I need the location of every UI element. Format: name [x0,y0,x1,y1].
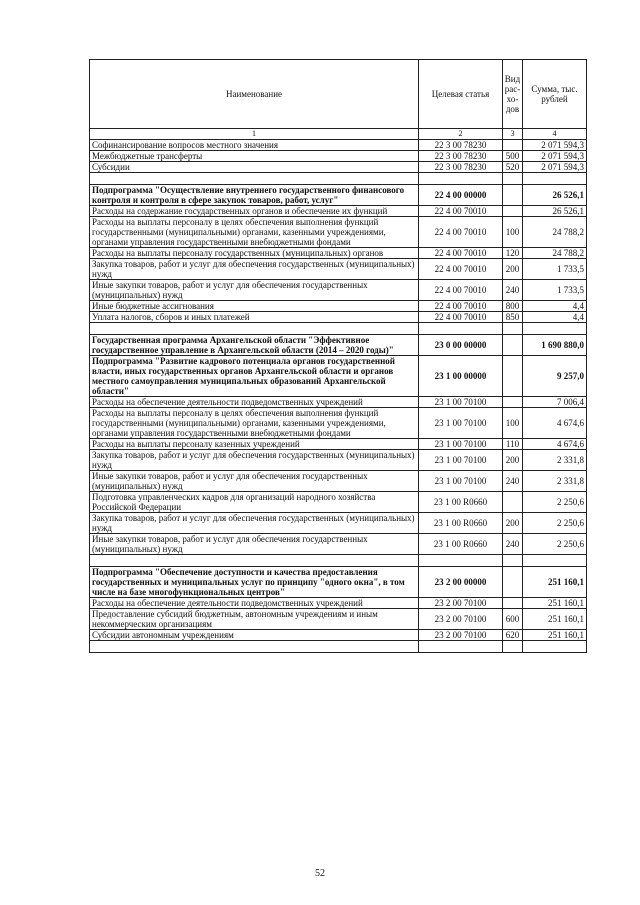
row-code: 22 4 00 70010 [419,312,503,323]
row-vr [503,185,523,206]
row-name: Расходы на выплаты персоналу в целях обеспечения выполнения функций государственными (муниципальными) органами, казенными учреждениями, органами управления государственными внебюджетными фондами [90,408,419,439]
row-name: Расходы на выплаты персоналу казенных учреждений [90,439,419,450]
row-sum: 2 071 594,3 [523,140,587,151]
table-row [90,598,587,609]
row-vr: 110 [503,439,523,450]
row-code [419,173,503,185]
row-code: 22 4 00 00000 [419,185,503,206]
row-name: Подготовка управленческих кадров для организаций народного хозяйства Российской Федерации [90,492,419,513]
table-row [90,259,587,280]
row-code: 23 1 00 70100 [419,450,503,471]
row-name: Иные закупки товаров, работ и услуг для обеспечения государственных (муниципальных) нужд [90,280,419,301]
table-row [90,217,587,248]
spacer-row [90,555,587,567]
row-vr [503,206,523,217]
row-name: Подпрограмма "Обеспечение доступности и качества предоставления государственных и муниципальных услуг по принципу "одного окна", в том числе на базе многофункциональных центров" [90,567,419,598]
table-row [90,450,587,471]
row-name: Подпрограмма "Осуществление внутреннего государственного финансового контроля и контроля в сфере закупок товаров, работ, услуг" [90,185,419,206]
row-vr [503,641,523,653]
row-code [419,555,503,567]
row-vr: 240 [503,534,523,555]
table-row [90,397,587,408]
row-code: 23 2 00 70100 [419,630,503,641]
table-row [90,408,587,439]
row-vr [503,140,523,151]
row-vr: 600 [503,609,523,630]
row-code: 23 0 00 00000 [419,335,503,356]
row-vr [503,335,523,356]
row-sum [523,173,587,185]
row-code [419,641,503,653]
table-row [90,609,587,630]
column-number-row [90,129,587,140]
row-vr [503,173,523,185]
row-sum: 4,4 [523,301,587,312]
col-number: 2 [419,129,503,140]
row-sum: 251 160,1 [523,630,587,641]
table-row [90,439,587,450]
row-name: Закупка товаров, работ и услуг для обеспечения государственных (муниципальных) нужд [90,513,419,534]
row-code: 22 4 00 70010 [419,259,503,280]
table-row [90,185,587,206]
spacer-row [90,641,587,653]
row-code: 23 1 00 00000 [419,356,503,397]
row-sum: 4 674,6 [523,408,587,439]
row-sum: 2 331,8 [523,450,587,471]
table-row [90,151,587,162]
row-vr: 200 [503,513,523,534]
row-sum: 251 160,1 [523,567,587,598]
row-vr: 100 [503,408,523,439]
row-code: 22 4 00 70010 [419,301,503,312]
row-code: 23 2 00 70100 [419,609,503,630]
table-row [90,471,587,492]
row-sum: 1 733,5 [523,280,587,301]
row-vr: 620 [503,630,523,641]
table-row [90,206,587,217]
row-code: 23 1 00 70100 [419,397,503,408]
row-name: Расходы на содержание государственных органов и обеспечение их функций [90,206,419,217]
row-sum: 251 160,1 [523,598,587,609]
row-vr [503,397,523,408]
row-sum: 1 733,5 [523,259,587,280]
col-number: 3 [503,129,523,140]
table-row [90,280,587,301]
row-sum: 251 160,1 [523,609,587,630]
row-vr: 240 [503,280,523,301]
row-vr: 200 [503,450,523,471]
row-sum [523,323,587,335]
header-sum: Сумма, тыс. рублей [523,60,587,129]
row-sum: 26 526,1 [523,206,587,217]
row-code: 23 2 00 70100 [419,598,503,609]
row-code: 23 1 00 R0660 [419,492,503,513]
row-sum [523,641,587,653]
row-sum: 2 250,6 [523,534,587,555]
row-name [90,641,419,653]
row-name [90,173,419,185]
row-vr [503,598,523,609]
row-name: Межбюджетные трансферты [90,151,419,162]
row-sum: 2 331,8 [523,471,587,492]
row-name [90,323,419,335]
row-name: Субсидии [90,162,419,173]
col-number: 1 [90,129,419,140]
table-row [90,567,587,598]
table-row [90,630,587,641]
row-name: Иные закупки товаров, работ и услуг для обеспечения государственных (муниципальных) нужд [90,534,419,555]
table-row [90,162,587,173]
row-sum: 4,4 [523,312,587,323]
row-sum: 2 071 594,3 [523,151,587,162]
table-row [90,140,587,151]
row-name: Иные бюджетные ассигнования [90,301,419,312]
budget-table [89,59,587,653]
row-sum: 24 788,2 [523,248,587,259]
row-sum [523,555,587,567]
header-vr: Вид рас-хо-дов [503,60,523,129]
row-code: 22 3 00 78230 [419,162,503,173]
row-code: 22 4 00 70010 [419,280,503,301]
row-vr [503,567,523,598]
row-name: Закупка товаров, работ и услуг для обеспечения государственных (муниципальных) нужд [90,450,419,471]
row-name: Иные закупки товаров, работ и услуг для обеспечения государственных (муниципальных) нужд [90,471,419,492]
table-row [90,513,587,534]
row-vr: 120 [503,248,523,259]
table-row [90,312,587,323]
row-name: Уплата налогов, сборов и иных платежей [90,312,419,323]
row-vr: 800 [503,301,523,312]
row-vr [503,323,523,335]
spacer-row [90,323,587,335]
row-name: Софинансирование вопросов местного значения [90,140,419,151]
row-vr [503,356,523,397]
row-sum: 1 690 880,0 [523,335,587,356]
row-sum: 2 250,6 [523,513,587,534]
row-sum: 7 006,4 [523,397,587,408]
row-vr [503,492,523,513]
table-row [90,356,587,397]
row-code: 23 2 00 00000 [419,567,503,598]
row-code: 22 3 00 78230 [419,151,503,162]
row-name: Расходы на выплаты персоналу государственных (муниципальных) органов [90,248,419,259]
row-vr: 850 [503,312,523,323]
row-sum: 24 788,2 [523,217,587,248]
row-sum: 2 071 594,3 [523,162,587,173]
table-row [90,335,587,356]
row-name: Государственная программа Архангельской области "Эффективное государственное управление в Архангельской области (2014 – 2020 годы)" [90,335,419,356]
row-vr: 100 [503,217,523,248]
table-row [90,248,587,259]
row-name [90,555,419,567]
row-vr: 240 [503,471,523,492]
row-code: 22 4 00 70010 [419,217,503,248]
row-name: Закупка товаров, работ и услуг для обеспечения государственных (муниципальных) нужд [90,259,419,280]
row-sum: 9 257,0 [523,356,587,397]
row-code [419,323,503,335]
row-code: 22 4 00 70010 [419,206,503,217]
col-number: 4 [523,129,587,140]
header-name: Наименование [90,60,419,129]
row-vr: 520 [503,162,523,173]
row-code: 23 1 00 R0660 [419,513,503,534]
row-vr: 200 [503,259,523,280]
row-vr: 500 [503,151,523,162]
row-sum: 4 674,6 [523,439,587,450]
table-row [90,492,587,513]
header-code: Целевая статья [419,60,503,129]
row-name: Расходы на выплаты персоналу в целях обеспечения выполнения функций государственными (муниципальными) органами, казенными учреждениями, органами управления государственными внебюджетными фондами [90,217,419,248]
page-number: 52 [315,868,325,879]
spacer-row [90,173,587,185]
row-name: Предоставление субсидий бюджетным, автономным учреждениям и иным некоммерческим организациям [90,609,419,630]
row-code: 23 1 00 R0660 [419,534,503,555]
row-vr [503,555,523,567]
row-name: Субсидии автономным учреждениям [90,630,419,641]
row-sum: 2 250,6 [523,492,587,513]
row-name: Подпрограмма "Развитие кадрового потенциала органов государственной власти, иных государственных органов Архангельской области и органов местного самоуправления муниципальных образований Архангельской области" [90,356,419,397]
row-name: Расходы на обеспечение деятельности подведомственных учреждений [90,397,419,408]
row-code: 23 1 00 70100 [419,471,503,492]
row-code: 23 1 00 70100 [419,439,503,450]
table-header-row [90,60,587,129]
row-code: 22 3 00 78230 [419,140,503,151]
table-row [90,301,587,312]
row-code: 22 4 00 70010 [419,248,503,259]
table-row [90,534,587,555]
row-name: Расходы на обеспечение деятельности подведомственных учреждений [90,598,419,609]
row-sum: 26 526,1 [523,185,587,206]
row-code: 23 1 00 70100 [419,408,503,439]
